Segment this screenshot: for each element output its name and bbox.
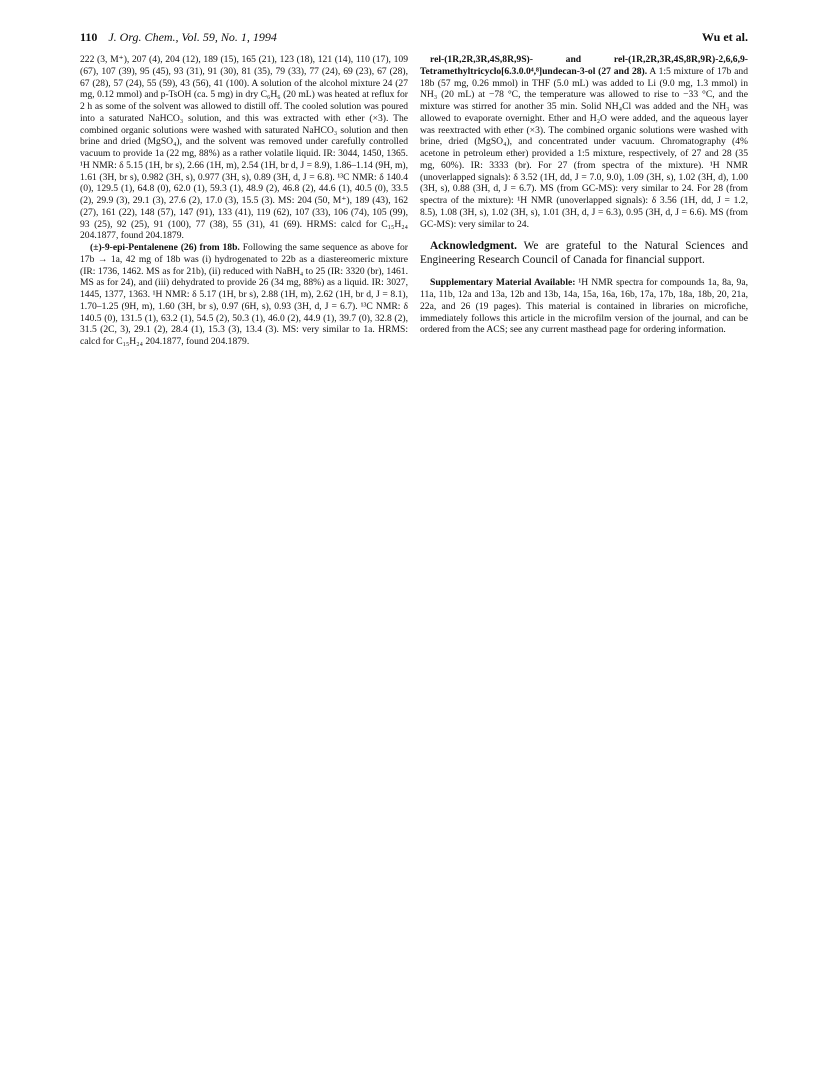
section-heading-undecanol: rel-(1R,2R,3R,4S,8R,9S)- and rel-(1R,2R,3R,4S,8R,9R)-2,6,6,9-Tetramethyltricyclo[6.3.0.0⁴,⁸]undecan-3-ol (27 and 28). [420,54,748,77]
section-heading-epi-pentalenene: (±)-9-epi-Pentalenene (26) from 18b. [90,242,240,253]
section-body-epi-pentalenene: Following the same sequence as above for 17b → 1a, 42 mg of 18b was (i) hydrogenated to 22b as a diastereomeric mixture (IR: 1736, 1462. MS as for 21b), (ii) reduced with NaBH₄ to 25 (IR: 3320 (br), 1461. MS as for 24), and (iii) dehydrated to provide 26 (34 mg, 88%) as a liquid. IR: 3027, 1445, 1377, 1363. ¹H NMR: δ 5.17 (1H, br s), 2.88 (1H, m), 2.62 (1H, br d, J = 8.1), 1.70–1.25 (9H, m), 1.60 (3H, br s), 0.97 (6H, s), 0.93 (3H, d, J = 6.7). ¹³C NMR: δ 140.5 (0), 131.5 (1), 63.2 (1), 54.5 (2), 50.3 (1), 46.0 (2), 44.9 (1), 39.7 (0), 32.8 (2), 31.5 (2C, 3), 29.1 (2), 28.4 (1), 15.3 (3), 13.4 (3). MS: very similar to 1a. HRMS: calcd for C₁₅H₂₄ 204.1877, found 204.1879. [80,242,408,347]
right-paragraph-1 [420,54,748,230]
journal-citation: J. Org. Chem., Vol. 59, No. 1, 1994 [108,30,277,44]
header-left [80,30,277,45]
left-paragraph-2 [80,242,408,348]
header-authors: Wu et al. [701,30,748,44]
supplementary-body: ¹H NMR spectra for compounds 1a, 8a, 9a, 11a, 11b, 12a and 13a, 12b and 13b, 14a, 15a, 16a, 16b, 17a, 17b, 18a, 18b, 20, 21a, 22a, and 26 (19 pages). This material is contained in libraries on microfiche, immediately follows this article in the microfilm version of the journal, and can be ordered from the ACS; see any current masthead page for ordering information. [420,277,748,336]
left-paragraph-1: 222 (3, M⁺), 207 (4), 204 (12), 189 (15), 165 (21), 123 (18), 121 (14), 110 (17), 109 (67), 107 (39), 95 (45), 93 (31), 91 (30), 81 (35), 79 (33), 77 (24), 69 (23), 67 (28), 67 (28), 57 (24), 55 (59), 43 (56), 41 (100). A solution of the alcohol mixture 24 (27 mg, 0.12 mmol) and p-TsOH (ca. 5 mg) in dry C₆H₆ (20 mL) was heated at reflux for 2 h as some of the solvent was allowed to distill off. The cooled solution was poured into a saturated NaHCO₃ solution, and this was extracted with ether (×3). The combined organic solutions were washed with saturated NaHCO₃ solution and then brine and dried (MgSO₄), and the solvent was removed under carefully controlled vacuum to provide 1a (22 mg, 88%) as a rather volatile liquid. IR: 3044, 1450, 1365. ¹H NMR: δ 5.15 (1H, br s), 2.66 (1H, m), 2.54 (1H, br d, J = 8.9), 1.86–1.14 (9H, m), 1.61 (3H, br s), 0.982 (3H, s), 0.977 (3H, s), 0.89 (3H, d, J = 6.8). ¹³C NMR: δ 140.4 (0), 129.5 (1), 64.8 (0), 62.0 (1), 59.3 (1), 48.9 (2), 46.8 (2), 44.6 (1), 40.5 (0), 33.5 (2), 29.9 (3), 29.1 (3), 27.6 (2), 17.0 (3), 15.5 (3). MS: 204 (50, M⁺), 189 (43), 162 (27), 161 (22), 148 (57), 147 (91), 133 (41), 119 (62), 107 (33), 106 (74), 105 (99), 93 (25), 92 (25), 91 (100), 77 (38), 55 (31), 41 (69). HRMS: calcd for C₁₅H₂₄ 204.1877, found 204.1879. [80,54,408,242]
supplementary-material [420,277,748,336]
supplementary-label: Supplementary Material Available: [430,277,576,289]
section-body-undecanol: A 1:5 mixture of 17b and 18b (57 mg, 0.26 mmol) in THF (5.0 mL) was added to Li (9.0 mg, 1.3 mmol) in NH₃ (20 mL) at −78 °C, the temperature was allowed to rise to −33 °C, and the mixture was stirred for another 35 min. Solid NH₄Cl was added and the NH₃ was allowed to evaporate overnight. Ether and H₂O were added, and the aqueous layer was reextracted with ether (×3). The combined organic solutions were washed with brine, dried (MgSO₄), and concentrated under vacuum. Chromatography (4% acetone in petroleum ether) provided a 1:5 mixture, respectively, of 27 and 28 (35 mg, 60%). IR: 3333 (br). For 27 (from spectra of the mixture). ¹H NMR (unoverlapped signals): δ 3.52 (1H, dd, J = 7.0, 9.0), 1.09 (3H, s), 1.02 (3H, d), 1.00 (3H, s), 0.88 (3H, d, J = 6.7). MS (from GC-MS): very similar to 24. For 28 (from spectra of the mixture): ¹H NMR (unoverlapped signals): δ 3.56 (1H, dd, J = 1.2, 8.5), 1.08 (3H, s), 1.02 (3H, s), 1.01 (3H, d, J = 6.3), 0.95 (3H, d, J = 6.6). MS (from GC-MS): very similar to 24. [420,65,748,230]
acknowledgment-body: We are grateful to the Natural Sciences and Engineering Research Council of Canada for financial support. [420,240,748,266]
left-column [80,54,408,348]
page-number: 110 [80,30,98,44]
running-header [80,30,748,48]
acknowledgment [420,240,748,267]
acknowledgment-label: Acknowledgment. [430,240,517,253]
right-column [420,54,748,336]
